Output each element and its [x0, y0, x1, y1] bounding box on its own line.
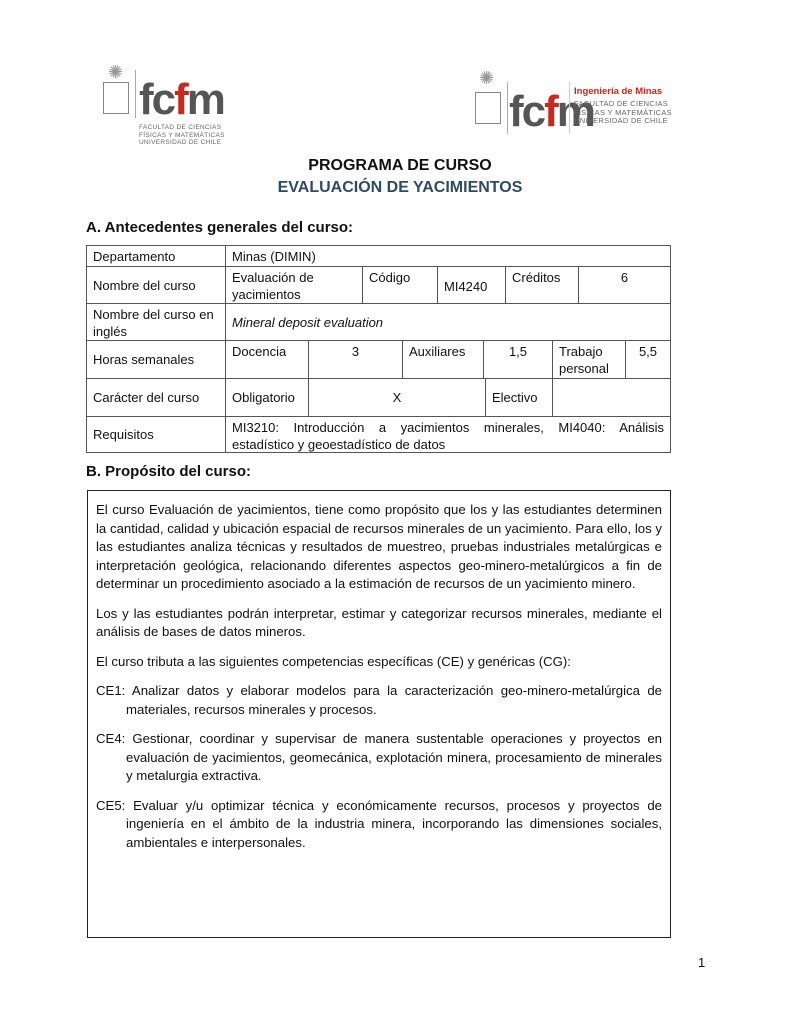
logo-text: UNIVERSIDAD DE CHILE [574, 116, 668, 125]
cell-label: Auxiliares [402, 340, 484, 379]
logo-text: FÍSICAS Y MATEMÁTICAS [574, 107, 672, 117]
cell-label: Trabajo personal [552, 340, 626, 379]
cell-label: Nombre del curso en inglés [86, 303, 226, 341]
competency-item: CE5: Evaluar y/u optimizar técnica y económicamente recursos, procesos y proyectos de ingeniería en el ámbito de la industria minera, incorporando las dimensiones sociales, ambientales e interpersonales. [96, 797, 662, 850]
competency-item: CE4: Gestionar, coordinar y supervisar de manera sustentable operaciones y proyectos en evaluación de yacimientos, geomecánica, explotación minera, procesamiento de minerales y metalurgia extractiva. [96, 731, 662, 783]
competency-item: CE1: Analizar datos y elaborar modelos para la caracterización geo-minero-metalúrgica de materiales, recursos minerales y procesos. [96, 683, 662, 717]
section-a-heading: A. Antecedentes generales del curso: [86, 219, 354, 236]
cell-label: Electivo [485, 378, 553, 417]
cell-label: Créditos [505, 266, 579, 304]
cell-value: MI4240 [437, 266, 506, 304]
cell-value: 5,5 [625, 340, 671, 379]
cell-label: Carácter del curso [86, 378, 226, 417]
fcfm-logo-left: ✺ fcfm FACULTAD DE CIENCIAS FÍSICAS Y MATEMÁTICAS UNIVERSIDAD DE CHILE [103, 66, 233, 146]
sun-emblem-icon: ✺ [479, 68, 495, 88]
purpose-box [87, 490, 671, 938]
cell-label: Docencia [225, 340, 309, 379]
fcfm-logo-right: ✺ fcfm Ingeniería de Minas FACULTAD DE CIENCIAS FÍSICAS Y MATEMÁTICAS UNIVERSIDAD DE CHILE [473, 72, 693, 138]
logo-text: UNIVERSIDAD DE CHILE [139, 139, 222, 146]
paragraph: El curso Evaluación de yacimientos, tiene como propósito que los y las estudiantes determinen la cantidad, calidad y ubicación espacial de recursos minerales de un yacimiento. Para ello, los y las estudiantes analiza técnicas y resultados de muestreo, pruebas industriales metalúrgicas e interpretación geológica, relacionando diferentes aspectos geo-minero-metalúrgicos a fin de determinar un procedimiento asociado a la estimación de recursos de un yacimiento minero. [96, 502, 662, 591]
cell-value: X [308, 378, 486, 417]
cell-label: Obligatorio [225, 378, 309, 417]
cell-value [552, 378, 671, 417]
cell-value: MI3210: Introducción a yacimientos minerales, MI4040: Análisis estadístico y geoestadístico de datos [225, 416, 671, 453]
paragraph: El curso tributa a las siguientes competencias específicas (CE) y genéricas (CG): [96, 653, 571, 669]
logo-dept-text: Ingeniería de Minas [574, 86, 663, 97]
page-number: 1 [698, 955, 706, 970]
cell-value: Minas (DIMIN) [225, 245, 671, 267]
crest-icon [103, 82, 129, 114]
cell-value: 6 [578, 266, 671, 304]
cell-value: Mineral deposit evaluation [225, 303, 671, 341]
logo-text: FACULTAD DE CIENCIAS [574, 99, 669, 108]
cell-value: Evaluación de yacimientos [225, 266, 363, 304]
logo-text: FACULTAD DE CIENCIAS [139, 124, 222, 131]
page-title: PROGRAMA DE CURSO [308, 157, 492, 174]
cell-label: Código [362, 266, 438, 304]
cell-label: Nombre del curso [86, 266, 226, 304]
sun-emblem-icon: ✺ [108, 62, 124, 82]
crest-icon [475, 92, 501, 124]
paragraph: Los y las estudiantes podrán interpretar, estimar y categorizar recursos minerales, mediante el análisis de bases de datos mineros. [96, 605, 662, 639]
cell-value: 1,5 [483, 340, 553, 379]
cell-label: Horas semanales [86, 340, 226, 379]
course-title: EVALUACIÓN DE YACIMIENTOS [277, 179, 523, 196]
cell-label: Requisitos [86, 416, 226, 453]
logo-text: FÍSICAS Y MATEMÁTICAS [139, 131, 225, 139]
cell-label: Departamento [86, 245, 226, 267]
cell-value: 3 [308, 340, 403, 379]
section-b-heading: B. Propósito del curso: [86, 463, 252, 480]
